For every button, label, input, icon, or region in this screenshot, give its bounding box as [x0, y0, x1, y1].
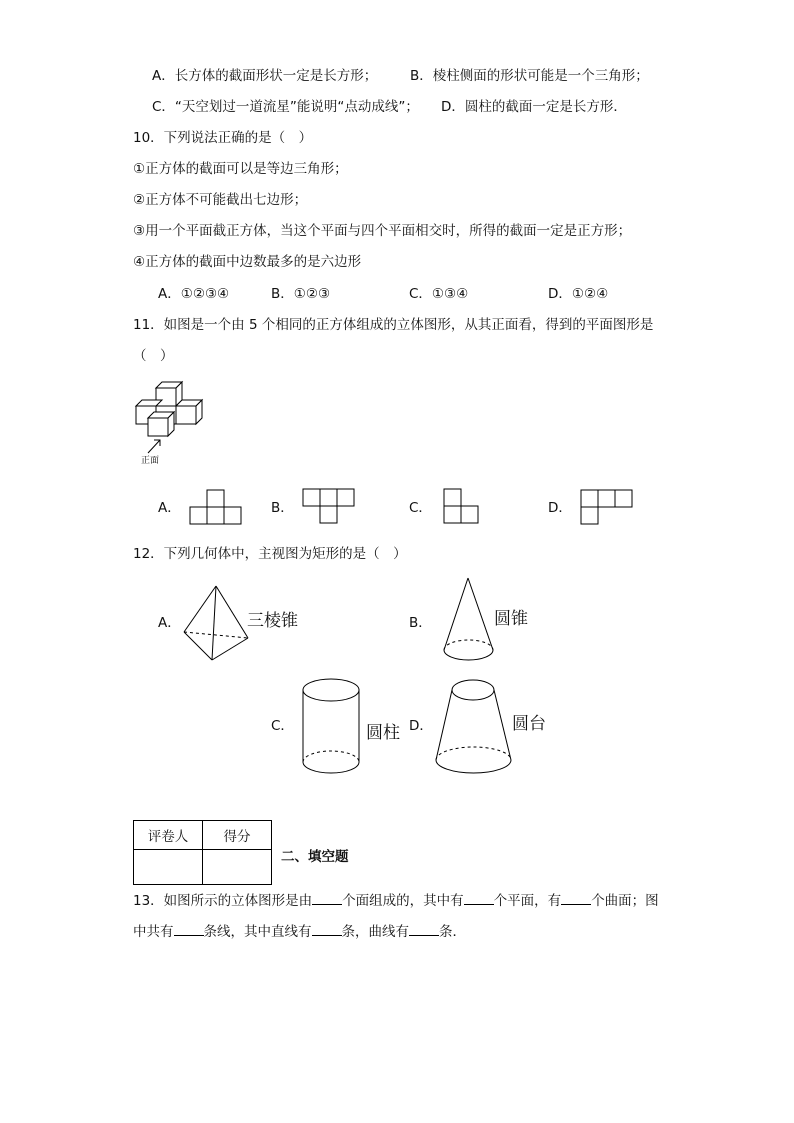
q11-option-c-label: C． — [409, 500, 432, 516]
q10-stem: 10．下列说法正确的是（ ） — [133, 130, 313, 146]
q13-text-1: 13．如图所示的立体图形是由 — [133, 893, 313, 909]
q9-option-b: B．棱柱侧面的形状可能是一个三角形； — [410, 68, 649, 84]
q13-text-4: 个曲面；图 — [591, 893, 659, 909]
q9-option-c: C．“天空划过一道流星”能说明“点动成线”； — [152, 99, 419, 115]
q12-option-c-label: C． — [271, 718, 294, 734]
q12-stem: 12．下列几何体中，主视图为矩形的是（ ） — [133, 546, 407, 562]
q13-text-7: 条，曲线有 — [341, 924, 409, 940]
q11-option-b-figure — [302, 488, 356, 524]
q13-text-2: 个面组成的，其中有 — [342, 893, 464, 909]
q13-blank-5 — [312, 923, 342, 936]
q10-statement-1: ①正方体的截面可以是等边三角形； — [133, 161, 348, 177]
q10-option-b: B．①②③ — [271, 286, 331, 302]
score-table-score-header: 得分 — [203, 821, 272, 850]
q11-option-b-label: B． — [271, 500, 294, 516]
q13-text-8: 条． — [439, 924, 466, 940]
cylinder-figure — [300, 677, 362, 777]
q11-stem: 11．如图是一个由 5 个相同的正方体组成的立体图形，从其正面看，得到的平面图形是 — [133, 317, 654, 333]
q12-name-a: 三棱锥 — [247, 611, 298, 631]
q11-option-c-figure — [443, 488, 481, 524]
q11-option-a-label: A． — [158, 500, 181, 516]
q12-option-b-label: B． — [409, 615, 432, 631]
q10-option-a: A．①②③④ — [158, 286, 230, 302]
q13-blank-6 — [409, 923, 439, 936]
frustum-figure — [433, 677, 515, 777]
score-table-grader-header: 评卷人 — [134, 821, 203, 850]
q12-option-d-label: D． — [409, 718, 433, 734]
q13-text-6: 条线，其中直线有 — [203, 924, 312, 940]
q11-option-a-figure — [189, 489, 243, 525]
q10-statement-3: ③用一个平面截正方体，当这个平面与四个平面相交时，所得的截面一定是正方形； — [133, 223, 632, 239]
q13-text-3: 个平面，有 — [493, 893, 562, 909]
triangular-pyramid-figure — [182, 584, 252, 664]
q9-option-a: A．长方体的截面形状一定是长方形； — [152, 68, 378, 84]
q13-line-1 — [133, 892, 659, 910]
q9-option-d: D．圆柱的截面一定是长方形． — [441, 99, 627, 115]
score-table-grader-cell — [134, 850, 203, 885]
q11-option-d-figure — [580, 489, 634, 525]
q13-blank-1 — [312, 892, 342, 905]
cone-figure — [442, 576, 498, 666]
q13-blank-2 — [464, 892, 494, 905]
q13-blank-3 — [561, 892, 591, 905]
q12-name-b: 圆锥 — [494, 609, 528, 629]
q12-option-a-label: A． — [158, 615, 181, 631]
q10-statement-2: ②正方体不可能截出七边形； — [133, 192, 308, 208]
q11-option-d-label: D． — [548, 500, 572, 516]
q12-name-d: 圆台 — [512, 714, 546, 734]
q10-option-d: D．①②④ — [548, 286, 609, 302]
score-table-score-cell — [203, 850, 272, 885]
q13-blank-4 — [174, 923, 204, 936]
section-title: 二、填空题 — [281, 849, 349, 865]
front-view-label: 正面 — [141, 456, 160, 466]
score-table — [133, 820, 272, 885]
q13-text-5: 中共有 — [133, 924, 174, 940]
q10-option-c: C．①③④ — [409, 286, 469, 302]
q12-name-c: 圆柱 — [366, 723, 400, 743]
q13-line-2 — [133, 923, 466, 941]
q10-statement-4: ④正方体的截面中边数最多的是六边形 — [133, 254, 362, 270]
q11-paren: （ ） — [133, 348, 174, 364]
